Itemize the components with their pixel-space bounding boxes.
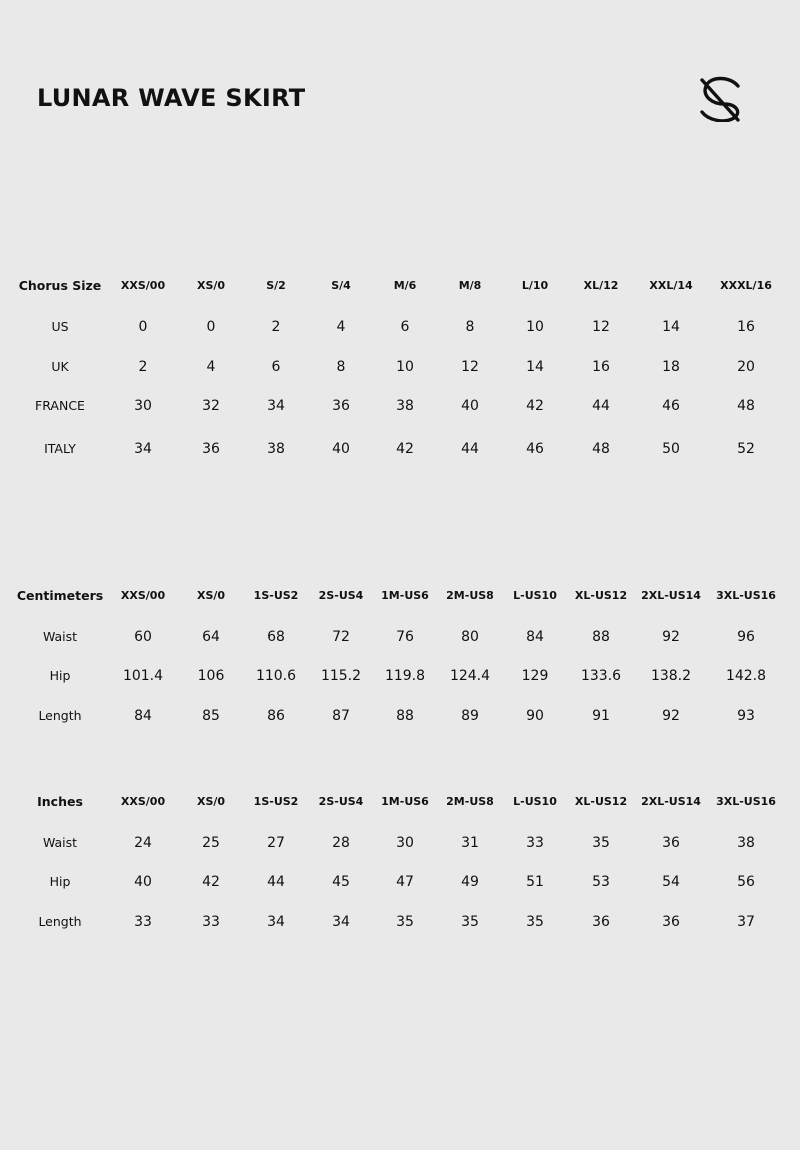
table-cell: 88 <box>592 629 610 645</box>
table-cell: 45 <box>332 874 350 890</box>
table-cell: 76 <box>396 629 414 645</box>
table-cell: 44 <box>267 874 285 890</box>
table-cell: 38 <box>396 398 414 414</box>
size-column-header: L-US10 <box>513 589 557 602</box>
size-column-header: 2M-US8 <box>446 589 494 602</box>
table-cell: 36 <box>332 398 350 414</box>
table-cell: 90 <box>526 708 544 724</box>
table-cell: 115.2 <box>320 668 362 684</box>
table-cell: 91 <box>592 708 610 724</box>
table-cell: 80 <box>461 629 479 645</box>
table-cell: 44 <box>592 398 610 414</box>
table-cell: 42 <box>396 441 414 457</box>
table-cell: 20 <box>737 359 755 375</box>
size-column-header: XL-US12 <box>574 589 628 602</box>
table-cell: 54 <box>662 874 680 890</box>
table-cell: 142.8 <box>725 668 767 684</box>
table-cell: 36 <box>202 441 220 457</box>
table-cell: 38 <box>737 835 755 851</box>
table-cell: 52 <box>737 441 755 457</box>
table-header-row <box>0 791 800 813</box>
table-cell: 14 <box>526 359 544 375</box>
table-cell: 138.2 <box>650 668 692 684</box>
table-row <box>0 395 800 417</box>
row-label: Length <box>38 914 82 929</box>
table-cell: 34 <box>134 441 152 457</box>
table-cell: 36 <box>592 914 610 930</box>
page-title: LUNAR WAVE SKIRT <box>37 84 306 112</box>
table-header-row <box>0 275 800 297</box>
table-cell: 2 <box>138 359 148 375</box>
table-row <box>0 316 800 338</box>
table-row <box>0 871 800 893</box>
table-cell: 92 <box>662 708 680 724</box>
size-column-header: 2XL-US14 <box>641 589 701 602</box>
size-column-header: XXS/00 <box>120 589 166 602</box>
size-column-header: 3XL-US16 <box>716 795 776 808</box>
table-cell: 93 <box>737 708 755 724</box>
table-cell: 36 <box>662 835 680 851</box>
row-label: Hip <box>49 668 71 683</box>
table-cell: 51 <box>526 874 544 890</box>
table-cell: 4 <box>336 319 346 335</box>
table-cell: 4 <box>206 359 216 375</box>
table-header-label: Chorus Size <box>18 278 102 293</box>
table-cell: 40 <box>134 874 152 890</box>
table-cell: 8 <box>336 359 346 375</box>
row-label: Length <box>38 708 82 723</box>
size-column-header: S/2 <box>266 279 286 292</box>
table-cell: 0 <box>206 319 216 335</box>
table-cell: 31 <box>461 835 479 851</box>
size-column-header: XXS/00 <box>120 795 166 808</box>
table-cell: 84 <box>526 629 544 645</box>
size-column-header: 2XL-US14 <box>641 795 701 808</box>
table-cell: 33 <box>202 914 220 930</box>
row-label: FRANCE <box>35 398 85 413</box>
table-cell: 47 <box>396 874 414 890</box>
size-column-header: 1S-US2 <box>253 589 299 602</box>
table-row <box>0 911 800 933</box>
table-cell: 46 <box>526 441 544 457</box>
table-cell: 38 <box>267 441 285 457</box>
table-cell: 124.4 <box>449 668 491 684</box>
row-label: US <box>51 319 69 334</box>
table-cell: 25 <box>202 835 220 851</box>
size-column-header: L/10 <box>521 279 549 292</box>
table-cell: 34 <box>267 398 285 414</box>
table-cell: 33 <box>134 914 152 930</box>
table-cell: 48 <box>592 441 610 457</box>
table-cell: 106 <box>197 668 225 684</box>
table-cell: 101.4 <box>122 668 164 684</box>
size-column-header: XXS/00 <box>120 279 166 292</box>
size-column-header: 2S-US4 <box>318 795 364 808</box>
table-cell: 28 <box>332 835 350 851</box>
row-label: Waist <box>42 835 78 850</box>
table-cell: 0 <box>138 319 148 335</box>
table-cell: 6 <box>400 319 410 335</box>
table-cell: 64 <box>202 629 220 645</box>
table-cell: 2 <box>271 319 281 335</box>
table-cell: 50 <box>662 441 680 457</box>
table-cell: 84 <box>134 708 152 724</box>
table-cell: 44 <box>461 441 479 457</box>
table-cell: 53 <box>592 874 610 890</box>
size-column-header: XXL/14 <box>649 279 693 292</box>
table-cell: 10 <box>526 319 544 335</box>
size-column-header: M/6 <box>393 279 417 292</box>
size-column-header: S/4 <box>331 279 351 292</box>
size-column-header: 1M-US6 <box>381 589 429 602</box>
size-column-header: M/8 <box>458 279 482 292</box>
table-cell: 35 <box>461 914 479 930</box>
table-row <box>0 665 800 687</box>
table-cell: 37 <box>737 914 755 930</box>
table-cell: 35 <box>526 914 544 930</box>
table-cell: 16 <box>592 359 610 375</box>
table-cell: 119.8 <box>384 668 426 684</box>
table-cell: 8 <box>465 319 475 335</box>
table-row <box>0 356 800 378</box>
table-cell: 68 <box>267 629 285 645</box>
table-cell: 34 <box>267 914 285 930</box>
table-cell: 60 <box>134 629 152 645</box>
size-column-header: 2M-US8 <box>446 795 494 808</box>
size-column-header: 1S-US2 <box>253 795 299 808</box>
table-header-label: Inches <box>37 794 83 809</box>
table-cell: 6 <box>271 359 281 375</box>
table-cell: 40 <box>332 441 350 457</box>
table-cell: 92 <box>662 629 680 645</box>
table-row <box>0 438 800 460</box>
table-cell: 36 <box>662 914 680 930</box>
table-cell: 88 <box>396 708 414 724</box>
table-cell: 14 <box>662 319 680 335</box>
table-cell: 18 <box>662 359 680 375</box>
row-label: Hip <box>49 874 71 889</box>
table-cell: 96 <box>737 629 755 645</box>
size-column-header: XS/0 <box>196 589 226 602</box>
table-cell: 87 <box>332 708 350 724</box>
table-cell: 48 <box>737 398 755 414</box>
table-cell: 129 <box>521 668 549 684</box>
table-cell: 40 <box>461 398 479 414</box>
table-cell: 46 <box>662 398 680 414</box>
table-cell: 33 <box>526 835 544 851</box>
size-column-header: XS/0 <box>196 795 226 808</box>
table-cell: 110.6 <box>255 668 297 684</box>
table-cell: 30 <box>396 835 414 851</box>
table-cell: 27 <box>267 835 285 851</box>
row-label: UK <box>51 359 69 374</box>
size-column-header: 2S-US4 <box>318 589 364 602</box>
table-cell: 12 <box>592 319 610 335</box>
size-column-header: L-US10 <box>513 795 557 808</box>
size-column-header: 3XL-US16 <box>716 589 776 602</box>
table-cell: 42 <box>526 398 544 414</box>
table-row <box>0 705 800 727</box>
table-cell: 72 <box>332 629 350 645</box>
table-cell: 56 <box>737 874 755 890</box>
table-cell: 16 <box>737 319 755 335</box>
table-cell: 85 <box>202 708 220 724</box>
table-cell: 35 <box>396 914 414 930</box>
table-cell: 133.6 <box>580 668 622 684</box>
table-cell: 12 <box>461 359 479 375</box>
table-cell: 30 <box>134 398 152 414</box>
table-cell: 86 <box>267 708 285 724</box>
table-cell: 10 <box>396 359 414 375</box>
table-header-label: Centimeters <box>16 588 104 603</box>
table-cell: 24 <box>134 835 152 851</box>
table-cell: 35 <box>592 835 610 851</box>
size-column-header: XL-US12 <box>574 795 628 808</box>
size-column-header: 1M-US6 <box>381 795 429 808</box>
table-cell: 42 <box>202 874 220 890</box>
chorus-c-loop-logo-icon <box>696 74 744 122</box>
table-cell: 32 <box>202 398 220 414</box>
table-row <box>0 626 800 648</box>
table-cell: 49 <box>461 874 479 890</box>
table-row <box>0 832 800 854</box>
table-cell: 34 <box>332 914 350 930</box>
table-cell: 89 <box>461 708 479 724</box>
row-label: Waist <box>42 629 78 644</box>
size-column-header: XS/0 <box>196 279 226 292</box>
row-label: ITALY <box>44 441 76 456</box>
table-header-row <box>0 585 800 607</box>
size-column-header: XL/12 <box>583 279 619 292</box>
size-column-header: XXXL/16 <box>720 279 772 292</box>
